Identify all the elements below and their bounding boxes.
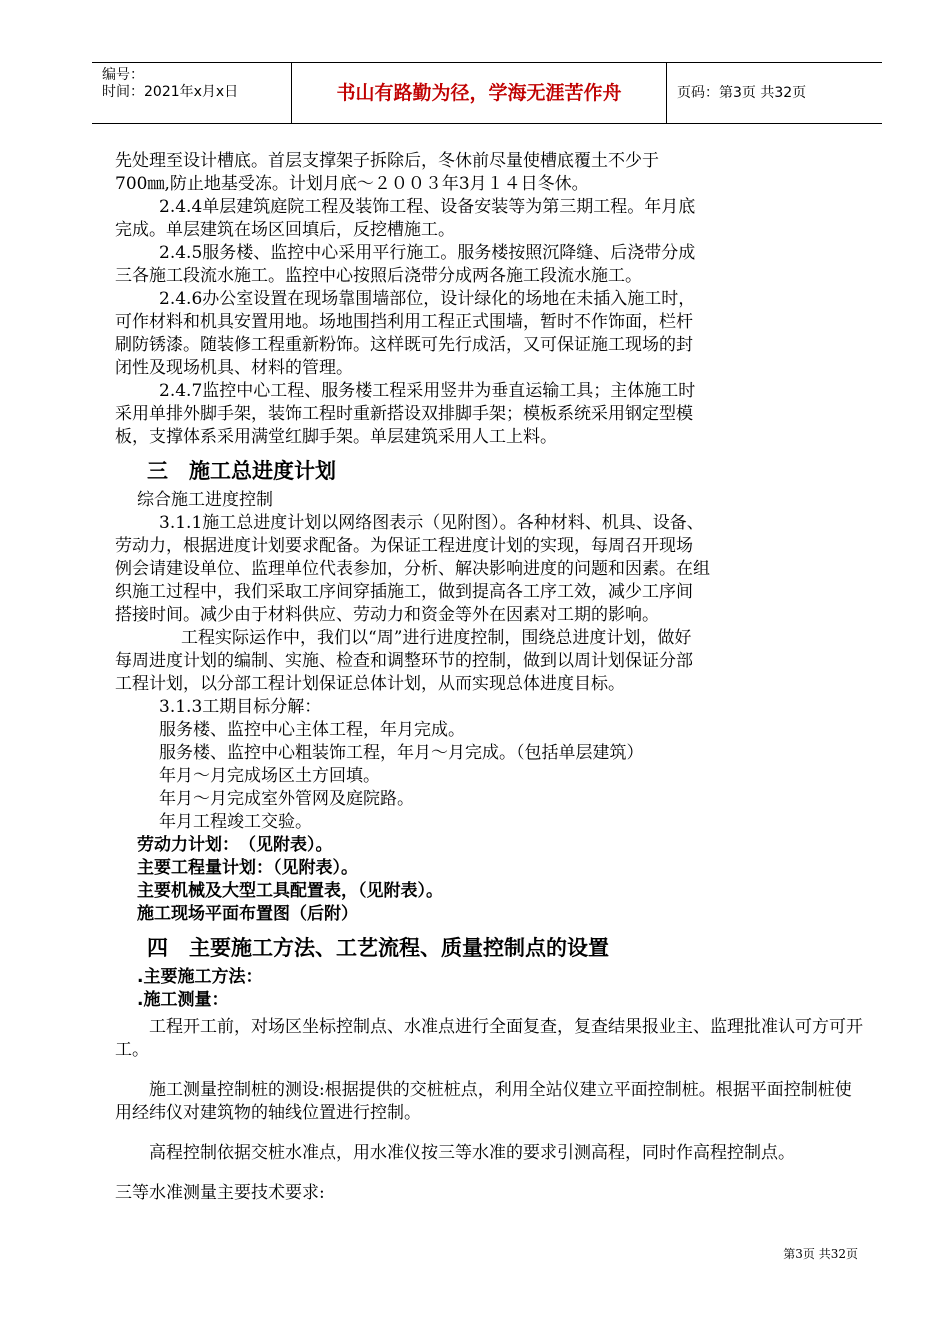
section-4-items [115, 966, 865, 1012]
body-paragraph: 工程开工前，对场区坐标控制点、水准点进行全面复查，复查结果报业主、监理批准认可方可开工。 [115, 1017, 863, 1060]
paragraph-group-c [115, 1016, 865, 1205]
text-line: 完成。单层建筑在场区回填后，反挖槽施工。 [115, 220, 455, 240]
text-line: 可作材料和机具安置用地。场地围挡利用工程正式围墙，暂时不作饰面，栏杆 [115, 312, 693, 332]
plan-line: 劳动力计划： （见附表）。 [137, 835, 333, 855]
header-motto: 书山有路勤为径，学海无涯苦作舟 [292, 63, 667, 123]
plan-line: 主要工程量计划：（见附表）。 [137, 858, 358, 878]
text-line: 服务楼、监控中心粗装饰工程，年月～月完成。（包括单层建筑） [159, 743, 644, 763]
text-line: 年月工程竣工交验。 [159, 812, 312, 832]
text-line: 2.4.7监控中心工程、服务楼工程采用竖井为垂直运输工具；主体施工时 [159, 381, 696, 401]
page-number-label: 页码：第3页 共32页 [677, 85, 807, 101]
text-line: 服务楼、监控中心主体工程，年月完成。 [159, 720, 465, 740]
plan-line: 主要机械及大型工具配置表，（见附表）。 [137, 881, 443, 901]
code-label: 编号： [102, 67, 144, 83]
text-line: 采用单排外脚手架，装饰工程时重新搭设双排脚手架；模板系统采用钢定型模 [115, 404, 693, 424]
text-line: 3.1.3工期目标分解： [159, 697, 322, 717]
text-line: 劳动力，根据进度计划要求配备。为保证工程进度计划的实现，每周召开现场 [115, 536, 693, 556]
text-line: 三各施工段流水施工。监控中心按照后浇带分成两各施工段流水施工。 [115, 266, 642, 286]
body-paragraph: 施工测量控制桩的测设:根据提供的交桩桩点，利用全站仪建立平面控制桩。根据平面控制桩使用经纬仪对建筑物的轴线位置进行控制。 [115, 1080, 852, 1123]
text-line: 闭性及现场机具、材料的管理。 [115, 358, 353, 378]
text-line: 年月～月完成室外管网及庭院路。 [159, 789, 414, 809]
text-line: 2.4.6办公室设置在现场靠围墙部位，设计绿化的场地在未插入施工时， [159, 289, 696, 309]
bold-plan-lines [115, 834, 865, 926]
text-line: 工程实际运作中，我们以“周”进行进度控制，围绕总进度计划，做好 [181, 628, 692, 648]
document-body [115, 150, 865, 1222]
text-line: 700㎜,防止地基受冻。计划月底～２００３年3月１４日冬休。 [115, 174, 589, 194]
body-paragraph: 三等水准测量主要技术要求: [115, 1183, 325, 1203]
header-meta [92, 63, 292, 123]
paragraph-group-a [115, 150, 865, 449]
text-line: 工程计划，以分部工程计划保证总体计划，从而实现总体进度目标。 [115, 674, 625, 694]
text-line: 板，支撑体系采用满堂红脚手架。单层建筑采用人工上料。 [115, 427, 557, 447]
text-line: 3.1.1施工总进度计划以网络图表示（见附图）。各种材料、机具、设备、 [159, 513, 704, 533]
section-4-title: 四 主要施工方法、工艺流程、质量控制点的设置 [147, 936, 609, 960]
section-3-subtitle: 综合施工进度控制 [137, 490, 273, 510]
section-4-item: .施工测量： [137, 990, 229, 1010]
text-line: 先处理至设计槽底。首层支撑架子拆除后，冬休前尽量使槽底覆土不少于 [115, 151, 659, 171]
section-3-title: 三 施工总进度计划 [147, 459, 336, 483]
text-line: 刷防锈漆。随装修工程重新粉饰。这样既可先行成活，又可保证施工现场的封 [115, 335, 693, 355]
body-paragraph: 高程控制依据交桩水准点，用水准仪按三等水准的要求引测高程，同时作高程控制点。 [115, 1143, 795, 1163]
text-line: 搭接时间。减少由于材料供应、劳动力和资金等外在因素对工期的影响。 [115, 605, 659, 625]
page-footer: 第3页 共32页 [783, 1247, 858, 1261]
time-label: 时间：2021年x月x日 [102, 84, 239, 100]
text-line: 年月～月完成场区土方回填。 [159, 766, 380, 786]
paragraph-group-b [115, 512, 865, 834]
plan-line: 施工现场平面布置图（后附） [137, 904, 358, 924]
text-line: 织施工过程中，我们采取工序间穿插施工，做到提高各工序工效，减少工序间 [115, 582, 693, 602]
text-line: 2.4.4单层建筑庭院工程及装饰工程、设备安装等为第三期工程。年月底 [159, 197, 696, 217]
text-line: 例会请建设单位、监理单位代表参加，分析、解决影响进度的问题和因素。在组 [115, 559, 710, 579]
text-line: 2.4.5服务楼、监控中心采用平行施工。服务楼按照沉降缝、后浇带分成 [159, 243, 696, 263]
text-line: 每周进度计划的编制、实施、检查和调整环节的控制，做到以周计划保证分部 [115, 651, 693, 671]
page-header [92, 62, 882, 124]
section-4-item: .主要施工方法： [137, 967, 263, 987]
